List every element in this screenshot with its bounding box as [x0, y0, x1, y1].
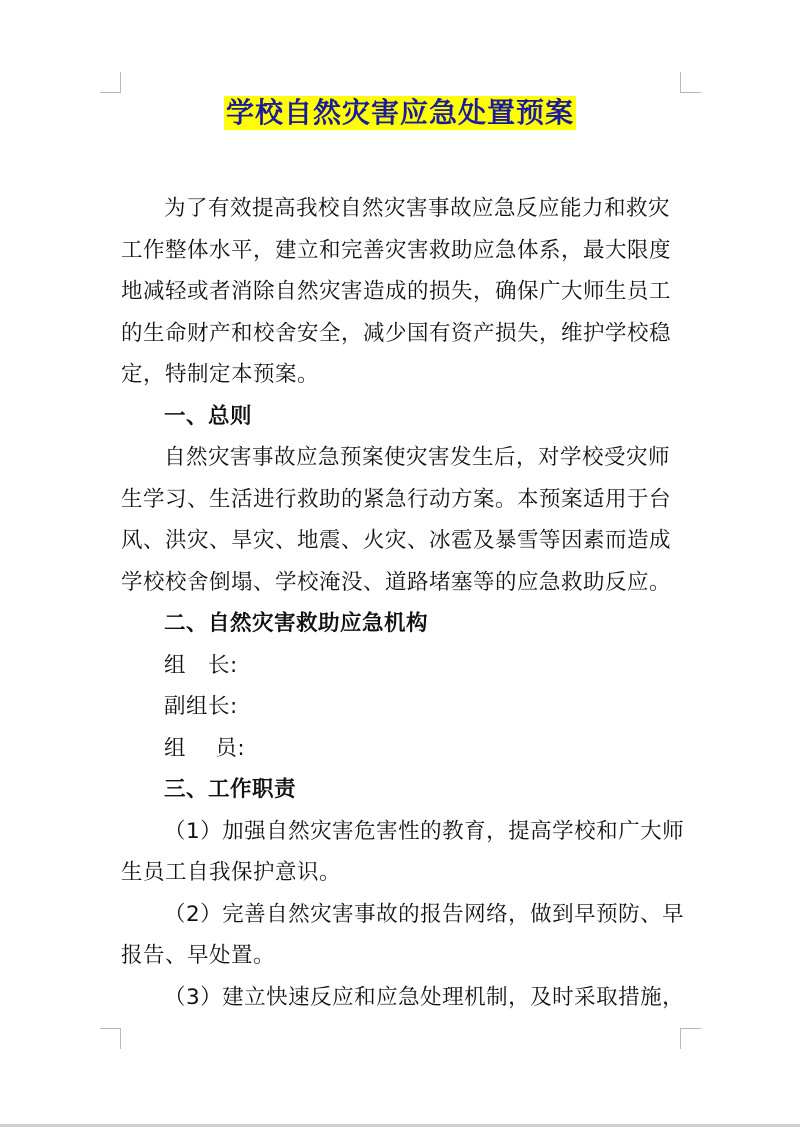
role-leader: 组 长: — [164, 652, 238, 678]
duty-item: （1）加强自然灾害危害性的教育，提高学校和广大师 — [164, 818, 685, 844]
body-line: 风、洪灾、旱灾、地震、火灾、冰雹及暴雪等因素而造成 — [121, 528, 672, 553]
body-line: 工作整体水平，建立和完善灾害救助应急体系，最大限度 — [121, 237, 672, 263]
document-body — [121, 188, 685, 1018]
page-corner-mark-top-right — [680, 72, 701, 93]
title-container — [0, 96, 800, 130]
document-title: 学校自然灾害应急处置预案 — [225, 96, 574, 129]
role-member: 组 员: — [164, 735, 246, 761]
body-line: 生学习、生活进行救助的紧急行动方案。本预案适用于台 — [121, 486, 672, 512]
section-heading-organization: 二、自然灾害救助应急机构 — [164, 611, 429, 636]
body-line: 的生命财产和校舍安全，减少国有资产损失，维护学校稳 — [121, 320, 672, 346]
body-line: 地减轻或者消除自然灾害造成的损失，确保广大师生员工 — [121, 279, 672, 304]
page-corner-mark-bottom-left — [100, 1028, 121, 1049]
body-line: 学校校舍倒塌、学校淹没、道路堵塞等的应急救助反应。 — [121, 569, 672, 595]
page-corner-mark-bottom-right — [680, 1028, 701, 1049]
body-line: 报告、早处置。 — [121, 943, 276, 968]
duty-item: （2）完善自然灾害事故的报告网络，做到早预防、早 — [164, 901, 685, 927]
body-line: 为了有效提高我校自然灾害事故应急反应能力和救灾 — [164, 196, 671, 221]
body-line: 定，特制定本预案。 — [121, 362, 320, 387]
page-corner-mark-top-left — [100, 72, 121, 93]
role-deputy-leader: 副组长: — [164, 694, 238, 719]
body-line: 生员工自我保护意识。 — [121, 860, 342, 885]
body-line: 自然灾害事故应急预案使灾害发生后，对学校受灾师 — [164, 445, 671, 470]
duty-item: （3）建立快速反应和应急处理机制，及时采取措施， — [164, 984, 685, 1010]
section-heading-duties: 三、工作职责 — [164, 777, 297, 802]
section-heading-general: 一、总则 — [164, 403, 253, 429]
